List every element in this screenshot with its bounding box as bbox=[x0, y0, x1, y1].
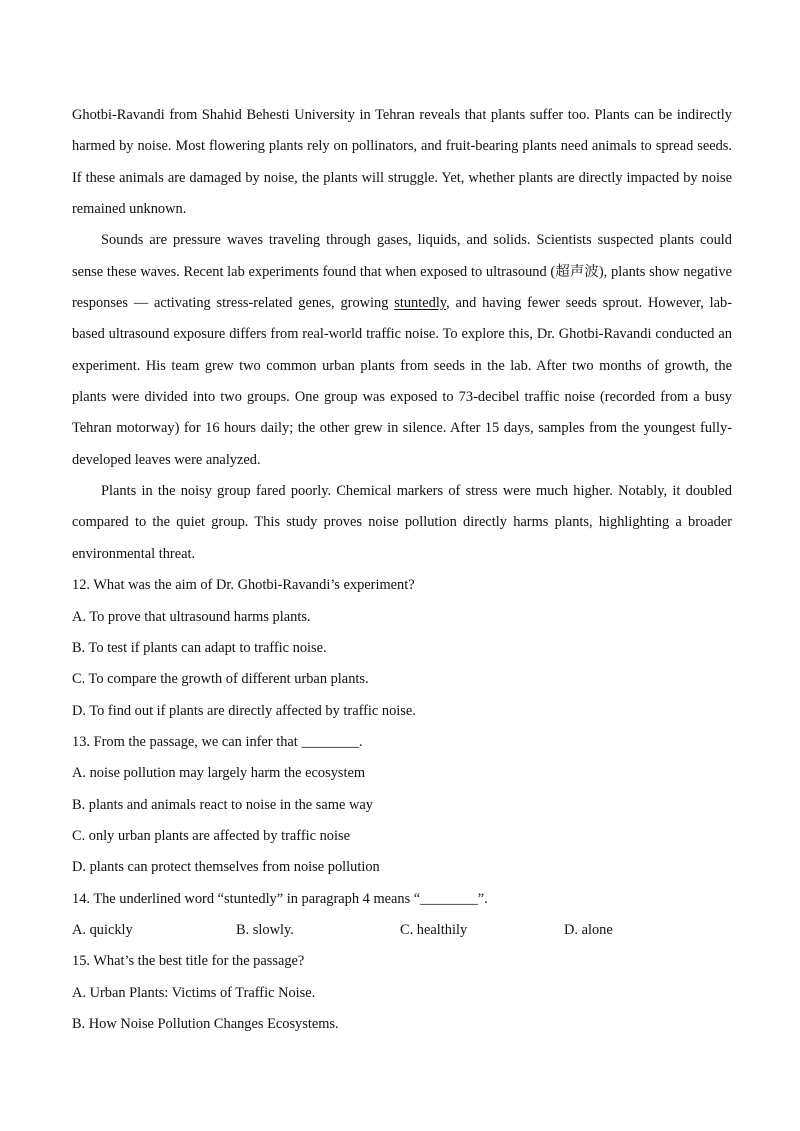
question-13 bbox=[72, 727, 732, 884]
question-15-option-a: A. Urban Plants: Victims of Traffic Noise. bbox=[72, 984, 316, 1001]
question-12-option-d: D. To find out if plants are directly affected by traffic noise. bbox=[72, 702, 416, 719]
question-14 bbox=[72, 884, 732, 947]
question-14-options bbox=[72, 915, 732, 946]
question-15-option-b: B. How Noise Pollution Changes Ecosystems. bbox=[72, 1015, 339, 1032]
passage-paragraph-2 bbox=[72, 225, 732, 476]
paragraph-3-text: Plants in the noisy group fared poorly. Chemical markers of stress were much higher. Notably, it doubled compared to the quiet group. This study proves noise pollution directly harms plants, highlighting a broader environmental threat. bbox=[72, 483, 732, 562]
question-12-option-a: A. To prove that ultrasound harms plants. bbox=[72, 608, 311, 625]
passage-paragraph-3 bbox=[72, 476, 732, 570]
question-13-option-b: B. plants and animals react to noise in the same way bbox=[72, 796, 373, 813]
question-13-option-a: A. noise pollution may largely harm the ecosystem bbox=[72, 765, 366, 782]
question-14-option-a: A. quickly bbox=[72, 921, 133, 938]
paragraph-2-text-a: Sounds are pressure waves traveling through gases, liquids, and solids. Scientists suspected plants could sense these waves. Recent lab experiments found that when exposed to ultrasound (超声波), plants show negative responses — activating stress-related genes, growing bbox=[72, 232, 732, 312]
question-14-option-b: B. slowly. bbox=[236, 921, 294, 938]
question-15-stem: 15. What’s the best title for the passage? bbox=[72, 953, 305, 970]
question-13-option-d: D. plants can protect themselves from noise pollution bbox=[72, 859, 380, 876]
question-14-option-d: D. alone bbox=[564, 921, 613, 938]
question-12-stem: 12. What was the aim of Dr. Ghotbi-Ravandi’s experiment? bbox=[72, 577, 415, 594]
question-12 bbox=[72, 570, 732, 727]
underlined-word-stuntedly: stuntedly bbox=[394, 295, 447, 312]
question-13-option-c: C. only urban plants are affected by traffic noise bbox=[72, 827, 350, 844]
paragraph-2-text-b: , and having fewer seeds sprout. However, lab-based ultrasound exposure differs from real-world traffic noise. To explore this, Dr. Ghotbi-Ravandi conducted an experiment. His team grew two common urban plants from seeds in the lab. After two months of growth, the plants were divided into two groups. One group was exposed to 73-decibel traffic noise (recorded from a busy Tehran motorway) for 16 hours daily; the other grew in silence. After 15 days, samples from the youngest fully-developed leaves were analyzed. bbox=[72, 295, 732, 468]
page-content bbox=[72, 100, 732, 1040]
question-13-stem: 13. From the passage, we can infer that ________. bbox=[72, 733, 363, 750]
passage-paragraph-1: Ghotbi-Ravandi from Shahid Behesti University in Tehran reveals that plants suffer too. Plants can be indirectly harmed by noise. Most flowering plants rely on pollinators, and fruit-bearing plants need animals to spread seeds. If these animals are damaged by noise, the plants will struggle. Yet, whether plants are directly impacted by noise remained unknown. bbox=[72, 107, 732, 218]
question-12-option-b: B. To test if plants can adapt to traffic noise. bbox=[72, 639, 327, 656]
question-15 bbox=[72, 946, 732, 1040]
question-14-option-c: C. healthily bbox=[400, 921, 468, 938]
question-14-stem: 14. The underlined word “stuntedly” in paragraph 4 means “________”. bbox=[72, 890, 488, 907]
question-12-option-c: C. To compare the growth of different urban plants. bbox=[72, 671, 369, 688]
